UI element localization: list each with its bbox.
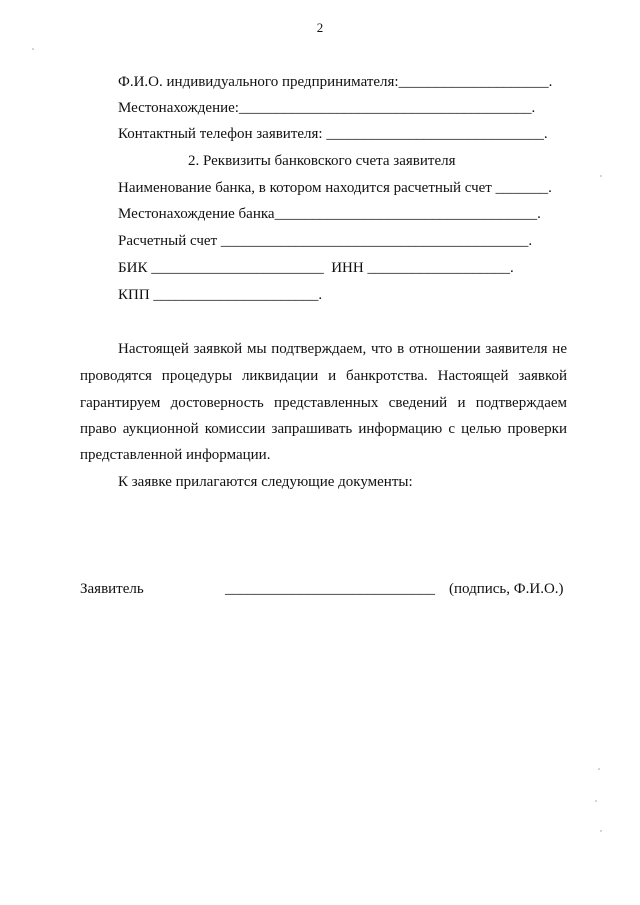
scan-speck (598, 768, 600, 770)
bank-section-heading: 2. Реквизиты банковского счета заявителя (188, 153, 456, 169)
page-number: 2 (316, 20, 324, 35)
signature-caption: (подпись, Ф.И.О.) (449, 581, 564, 597)
scan-speck (595, 800, 597, 802)
bank-name-field: Наименование банка, в котором находится расчетный счет _______. (118, 180, 552, 196)
scan-speck (32, 48, 34, 50)
applicant-fio-field: Ф.И.О. индивидуального предпринимателя:____________________. (118, 74, 553, 90)
scan-speck (600, 175, 602, 177)
confirmation-line: представленной информации. (80, 447, 271, 463)
confirmation-line: право аукционной комиссии запрашивать информацию с целью проверки (80, 421, 567, 437)
bik-inn-field: БИК _______________________ ИНН ___________________. (118, 260, 514, 276)
confirmation-line: гарантируем достоверность представленных сведений и подтверждаем (80, 395, 567, 411)
confirmation-line: проводятся процедуры ликвидации и банкротства. Настоящей заявкой (80, 368, 567, 384)
applicant-location-field: Местонахождение:_______________________________________. (118, 100, 536, 116)
scan-speck (600, 830, 602, 832)
signature-label: Заявитель (80, 581, 144, 597)
attachments-label: К заявке прилагаются следующие документы: (118, 474, 413, 490)
kpp-field: КПП ______________________. (118, 287, 323, 303)
bank-account-field: Расчетный счет _________________________________________. (118, 233, 533, 249)
applicant-phone-field: Контактный телефон заявителя: _____________________________. (118, 126, 548, 142)
signature-line: ____________________________ (225, 581, 435, 597)
confirmation-line: Настоящей заявкой мы подтверждаем, что в отношении заявителя не (118, 341, 567, 357)
bank-location-field: Местонахождение банка___________________________________. (118, 206, 541, 222)
